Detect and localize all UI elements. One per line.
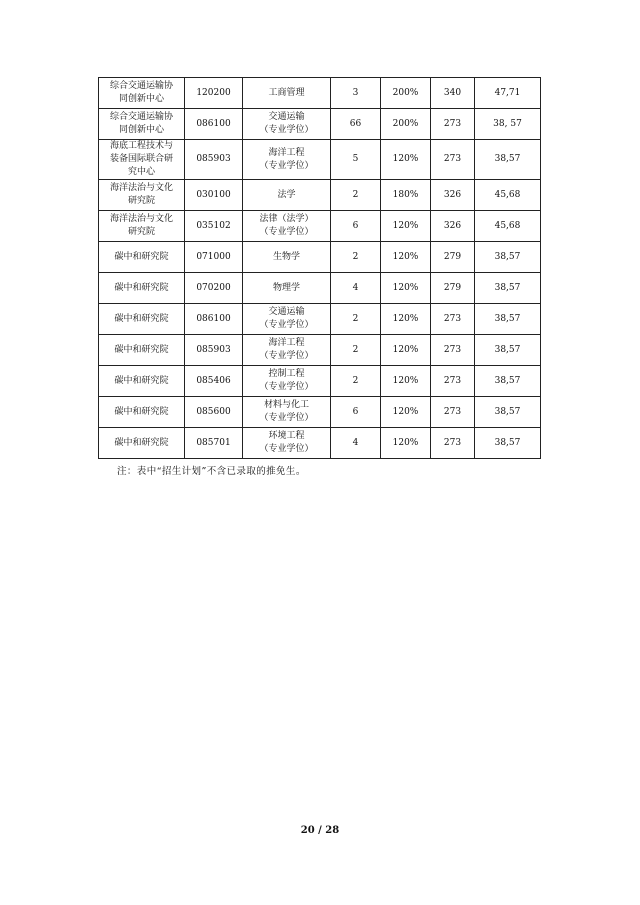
major-name-cell: 生物学 xyxy=(243,242,331,273)
major-name-cell: 控制工程 （专业学位） xyxy=(243,366,331,397)
enrollment-plan-cell: 2 xyxy=(331,366,381,397)
major-code-cell: 030100 xyxy=(185,180,243,211)
unit-cell: 碳中和研究院 xyxy=(99,273,185,304)
total-score-line-cell: 273 xyxy=(431,397,475,428)
total-score-line-cell: 273 xyxy=(431,109,475,140)
total-score-line-cell: 273 xyxy=(431,140,475,180)
major-name-cell: 交通运输 （专业学位） xyxy=(243,109,331,140)
table-row xyxy=(99,180,541,211)
enrollment-plan-cell: 4 xyxy=(331,273,381,304)
single-subject-line-cell: 38,57 xyxy=(475,304,541,335)
table-row xyxy=(99,211,541,242)
major-name-cell: 法律（法学） （专业学位） xyxy=(243,211,331,242)
major-name-cell: 海洋工程 （专业学位） xyxy=(243,335,331,366)
enrollment-plan-cell: 6 xyxy=(331,397,381,428)
enrollment-plan-cell: 66 xyxy=(331,109,381,140)
enrollment-plan-cell: 4 xyxy=(331,428,381,459)
major-code-cell: 086100 xyxy=(185,304,243,335)
enrollment-plan-cell: 6 xyxy=(331,211,381,242)
total-score-line-cell: 326 xyxy=(431,180,475,211)
major-code-cell: 085903 xyxy=(185,140,243,180)
single-subject-line-cell: 38, 57 xyxy=(475,109,541,140)
table-row xyxy=(99,242,541,273)
unit-cell: 碳中和研究院 xyxy=(99,242,185,273)
enrollment-plan-cell: 2 xyxy=(331,242,381,273)
table-row xyxy=(99,397,541,428)
retest-ratio-cell: 120% xyxy=(381,140,431,180)
table-row xyxy=(99,78,541,109)
major-name-cell: 交通运输 （专业学位） xyxy=(243,304,331,335)
single-subject-line-cell: 38,57 xyxy=(475,273,541,304)
total-score-line-cell: 326 xyxy=(431,211,475,242)
retest-ratio-cell: 120% xyxy=(381,242,431,273)
retest-ratio-cell: 120% xyxy=(381,211,431,242)
major-code-cell: 120200 xyxy=(185,78,243,109)
major-name-cell: 工商管理 xyxy=(243,78,331,109)
retest-ratio-cell: 200% xyxy=(381,109,431,140)
unit-cell: 碳中和研究院 xyxy=(99,428,185,459)
single-subject-line-cell: 45,68 xyxy=(475,211,541,242)
table-row xyxy=(99,140,541,180)
unit-cell: 海洋法治与文化 研究院 xyxy=(99,180,185,211)
unit-cell: 综合交通运输协 同创新中心 xyxy=(99,109,185,140)
major-code-cell: 085600 xyxy=(185,397,243,428)
table-row xyxy=(99,428,541,459)
major-code-cell: 086100 xyxy=(185,109,243,140)
enrollment-plan-cell: 3 xyxy=(331,78,381,109)
major-code-cell: 085701 xyxy=(185,428,243,459)
major-code-cell: 071000 xyxy=(185,242,243,273)
retest-ratio-cell: 120% xyxy=(381,304,431,335)
total-score-line-cell: 273 xyxy=(431,366,475,397)
table-row xyxy=(99,366,541,397)
major-name-cell: 材料与化工 （专业学位） xyxy=(243,397,331,428)
major-code-cell: 085406 xyxy=(185,366,243,397)
major-code-cell: 035102 xyxy=(185,211,243,242)
unit-cell: 碳中和研究院 xyxy=(99,304,185,335)
enrollment-plan-cell: 5 xyxy=(331,140,381,180)
total-score-line-cell: 279 xyxy=(431,242,475,273)
unit-cell: 海底工程技术与 装备国际联合研 究中心 xyxy=(99,140,185,180)
single-subject-line-cell: 47,71 xyxy=(475,78,541,109)
total-score-line-cell: 273 xyxy=(431,304,475,335)
retest-ratio-cell: 120% xyxy=(381,273,431,304)
unit-cell: 综合交通运输协 同创新中心 xyxy=(99,78,185,109)
retest-ratio-cell: 180% xyxy=(381,180,431,211)
single-subject-line-cell: 38,57 xyxy=(475,140,541,180)
enrollment-plan-cell: 2 xyxy=(331,335,381,366)
unit-cell: 海洋法治与文化 研究院 xyxy=(99,211,185,242)
table-row xyxy=(99,109,541,140)
retest-ratio-cell: 200% xyxy=(381,78,431,109)
unit-cell: 碳中和研究院 xyxy=(99,397,185,428)
single-subject-line-cell: 45,68 xyxy=(475,180,541,211)
retest-ratio-cell: 120% xyxy=(381,428,431,459)
retest-ratio-cell: 120% xyxy=(381,335,431,366)
total-score-line-cell: 279 xyxy=(431,273,475,304)
table-row xyxy=(99,335,541,366)
total-score-line-cell: 340 xyxy=(431,78,475,109)
single-subject-line-cell: 38,57 xyxy=(475,242,541,273)
table-row xyxy=(99,273,541,304)
unit-cell: 碳中和研究院 xyxy=(99,366,185,397)
page-number: 20 / 28 xyxy=(300,825,340,836)
enrollment-plan-cell: 2 xyxy=(331,304,381,335)
table-row xyxy=(99,304,541,335)
single-subject-line-cell: 38,57 xyxy=(475,397,541,428)
unit-cell: 碳中和研究院 xyxy=(99,335,185,366)
table-footnote: 注：表中“招生计划”不含已录取的推免生。 xyxy=(117,466,306,477)
retest-ratio-cell: 120% xyxy=(381,366,431,397)
major-code-cell: 085903 xyxy=(185,335,243,366)
major-name-cell: 环境工程 （专业学位） xyxy=(243,428,331,459)
single-subject-line-cell: 38,57 xyxy=(475,366,541,397)
total-score-line-cell: 273 xyxy=(431,335,475,366)
major-name-cell: 海洋工程 （专业学位） xyxy=(243,140,331,180)
major-code-cell: 070200 xyxy=(185,273,243,304)
total-score-line-cell: 273 xyxy=(431,428,475,459)
retest-ratio-cell: 120% xyxy=(381,397,431,428)
major-name-cell: 法学 xyxy=(243,180,331,211)
admissions-table xyxy=(98,77,541,459)
major-name-cell: 物理学 xyxy=(243,273,331,304)
enrollment-plan-cell: 2 xyxy=(331,180,381,211)
single-subject-line-cell: 38,57 xyxy=(475,428,541,459)
single-subject-line-cell: 38,57 xyxy=(475,335,541,366)
